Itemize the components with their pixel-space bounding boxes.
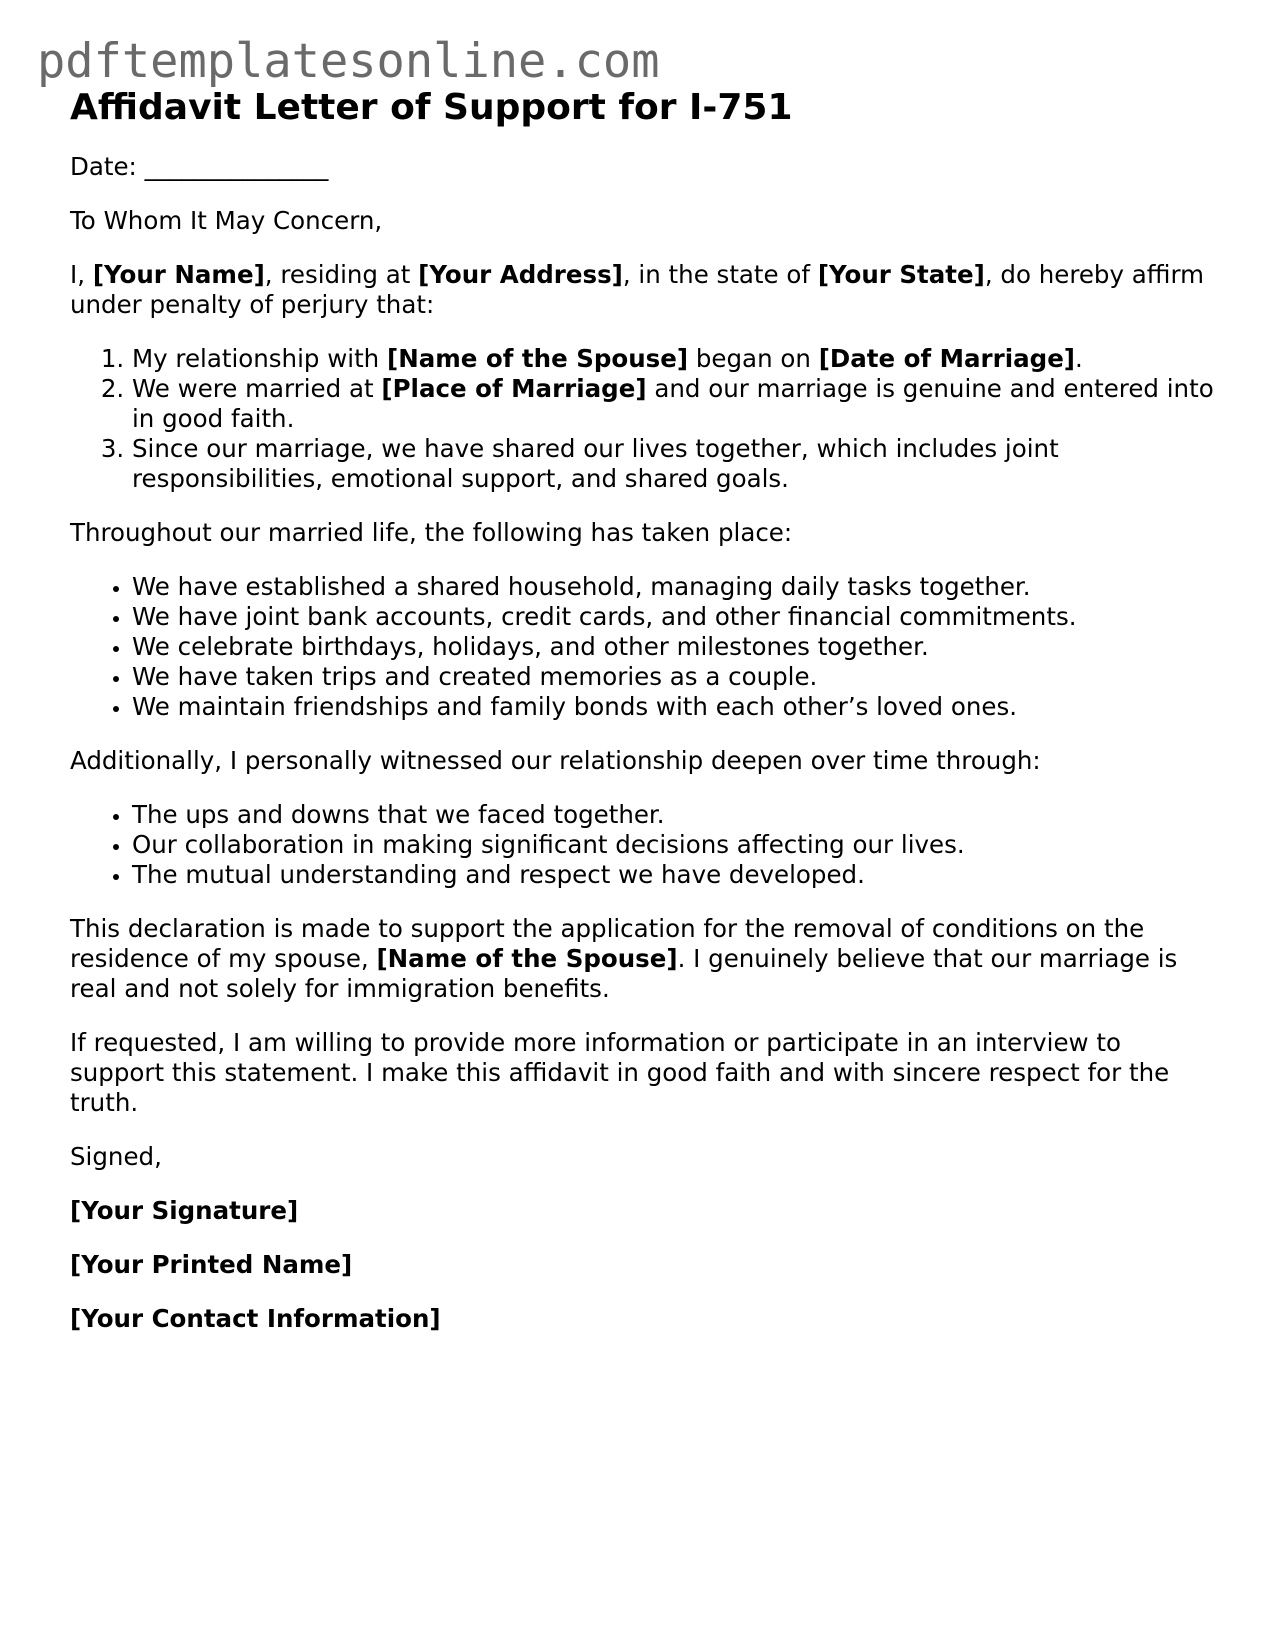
item1-text-1: My relationship with — [132, 344, 387, 373]
item2-text-2: and our marriage is genuine and entered into in good faith. — [132, 374, 1214, 433]
intro-text-2: , residing at — [264, 260, 419, 289]
date-line: Date: _______________ — [70, 152, 329, 181]
watermark-text: pdftemplatesonline.com — [37, 34, 660, 89]
list-item: • We have taken trips and created memories as a couple. — [132, 662, 1220, 692]
married-life-intro: Throughout our married life, the following has taken place: — [70, 518, 793, 547]
declaration-paragraph — [70, 914, 1220, 1004]
spouse-name-placeholder: [Name of the Spouse] — [387, 344, 689, 373]
intro-text-3: , in the state of — [622, 260, 818, 289]
your-state-placeholder: [Your State] — [817, 260, 985, 289]
item1-text-2: began on — [688, 344, 819, 373]
marriage-place-placeholder: [Place of Marriage] — [381, 374, 647, 403]
item1-text-3: . — [1075, 344, 1083, 373]
signed-label: Signed, — [70, 1142, 162, 1171]
married-life-list — [70, 572, 1220, 722]
list-item: • Our collaboration in making significant decisions affecting our lives. — [132, 830, 1220, 860]
declaration-text-2: . I genuinely believe that our marriage is real and not solely for immigration benefits. — [70, 944, 1178, 1003]
your-address-placeholder: [Your Address] — [418, 260, 623, 289]
list-item: • We celebrate birthdays, holidays, and other milestones together. — [132, 632, 1220, 662]
document-title: Affidavit Letter of Support for I-751 — [70, 87, 793, 128]
intro-text-1: I, — [70, 260, 93, 289]
numbered-item-2 — [132, 374, 1220, 434]
numbered-item-1 — [132, 344, 1220, 374]
item2-text-1: We were married at — [132, 374, 382, 403]
relationship-numbered-list — [70, 344, 1220, 494]
list-item: • The mutual understanding and respect we have developed. — [132, 860, 1220, 890]
list-item: • We have joint bank accounts, credit cards, and other financial commitments. — [132, 602, 1220, 632]
greeting: To Whom It May Concern, — [70, 206, 383, 235]
contact-info-placeholder: [Your Contact Information] — [70, 1304, 441, 1333]
willing-paragraph: If requested, I am willing to provide more information or participate in an interview to support this statement. I make this affidavit in good faith and with sincere respect for the truth. — [70, 1028, 1170, 1117]
list-item: • We have established a shared household, managing daily tasks together. — [132, 572, 1220, 602]
intro-text-4: , do hereby affirm under penalty of perjury that: — [70, 260, 1204, 319]
signature-placeholder: [Your Signature] — [70, 1196, 299, 1225]
spouse-name-placeholder: [Name of the Spouse] — [376, 944, 678, 973]
numbered-item-3: 3. Since our marriage, we have shared our lives together, which includes joint responsibilities, emotional support, and shared goals. — [132, 434, 1220, 494]
your-name-placeholder: [Your Name] — [92, 260, 265, 289]
list-item: • The ups and downs that we faced together. — [132, 800, 1220, 830]
marriage-date-placeholder: [Date of Marriage] — [818, 344, 1076, 373]
witness-list — [70, 800, 1220, 890]
printed-name-placeholder: [Your Printed Name] — [70, 1250, 353, 1279]
declaration-text-1: This declaration is made to support the application for the removal of conditions on the residence of my spouse, — [70, 914, 1145, 973]
document-body — [70, 86, 1220, 1334]
list-item: • We maintain friendships and family bonds with each other’s loved ones. — [132, 692, 1220, 722]
witness-intro: Additionally, I personally witnessed our relationship deepen over time through: — [70, 746, 1041, 775]
intro-paragraph — [70, 260, 1220, 320]
